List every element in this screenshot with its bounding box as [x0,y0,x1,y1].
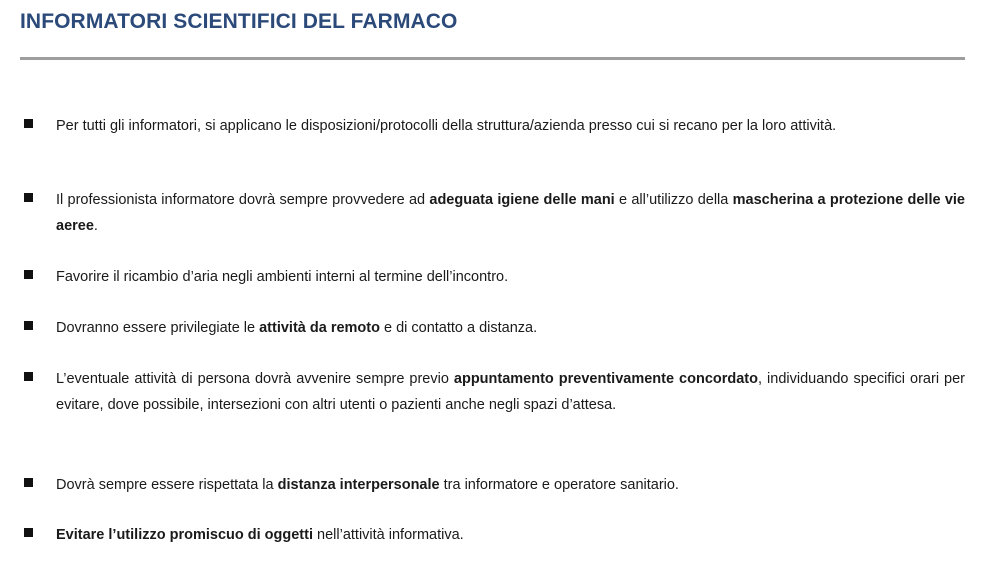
body-text: Il professionista informatore dovrà sempre provvedere ad [56,192,430,208]
black-square-icon [24,372,33,381]
emphasis-text: Evitare l’utilizzo promiscuo di oggetti [56,527,313,543]
body-text: L’eventuale attività di persona dovrà avvenire sempre previo [56,371,454,387]
body-text: e di contatto a distanza. [379,320,538,336]
list-item-text [56,315,965,341]
black-square-icon [24,321,33,330]
body-text: Per tutti gli informatori, si applicano le disposizioni/protocolli della struttura/azienda presso cui si recano per la loro attività. [56,118,837,134]
emphasis-text: adeguata igiene delle mani [429,192,615,208]
emphasis-text: mascherina a protezione delle vie aeree [56,192,965,234]
body-text: nell’attività informativa. [313,527,464,543]
emphasis-text: distanza interpersonale [277,477,440,493]
list-item-text [56,472,965,498]
page-title: INFORMATORI SCIENTIFICI DEL FARMACO [20,10,458,33]
emphasis-text: attività da remoto [259,320,380,336]
body-text: tra informatore e operatore sanitario. [439,477,679,493]
black-square-icon [24,193,33,202]
body-text: Dovranno essere privilegiate le [56,320,260,336]
body-text: . [93,218,98,234]
list-item-text [56,113,965,139]
list-item-text [56,264,965,290]
body-text: Favorire il ricambio d’aria negli ambienti interni al termine dell’incontro. [56,269,509,285]
body-text: , individuando specifici orari per evitare, dove possibile, intersezioni con altri utenti o pazienti anche negli spazi d’attesa. [56,371,965,413]
list-item-text [56,366,965,418]
body-text: e all’utilizzo della [614,192,733,208]
black-square-icon [24,119,33,128]
black-square-icon [24,270,33,279]
list-item-text [56,522,965,548]
black-square-icon [24,528,33,537]
emphasis-text: appuntamento preventivamente concordato [453,371,758,387]
list-item-text [56,187,965,239]
body-text: Dovrà sempre essere rispettata la [56,477,278,493]
black-square-icon [24,478,33,487]
